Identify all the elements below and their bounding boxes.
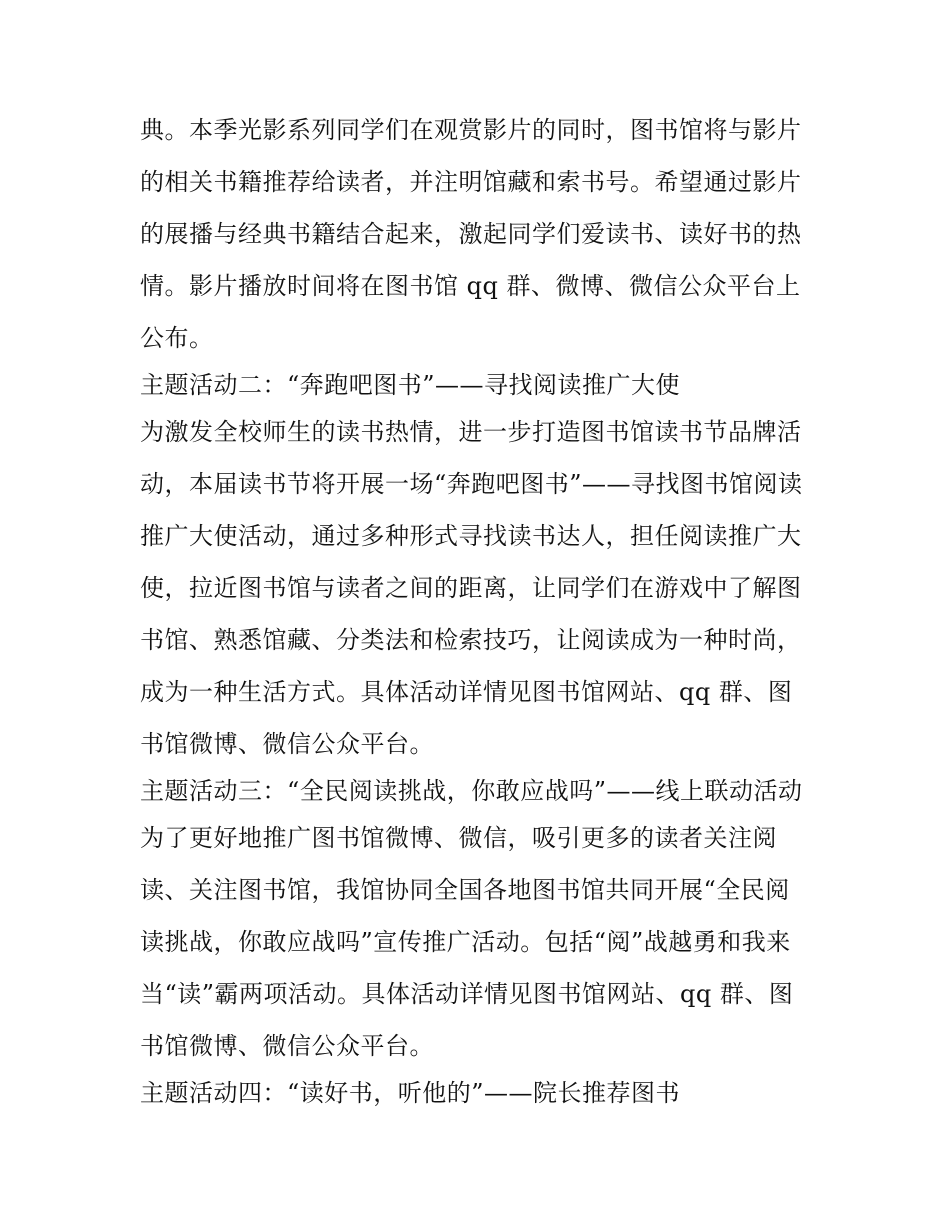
body-text-line: 为了更好地推广图书馆微博、微信，吸引更多的读者关注阅 — [140, 824, 777, 852]
body-text-line: 读挑战，你敢应战吗”宣传推广活动。包括“阅”战越勇和我来 — [140, 928, 791, 956]
body-text-line: 推广大使活动，通过多种形式寻找读书达人，担任阅读推广大 — [140, 522, 802, 550]
body-text-line: 书馆微博、微信公众平台。 — [140, 730, 434, 758]
body-text-line: 为激发全校师生的读书热情，进一步打造图书馆读书节品牌活 — [140, 418, 802, 446]
body-text-line: 的相关书籍推荐给读者，并注明馆藏和索书号。希望通过影片 — [140, 168, 802, 196]
body-text-line: 情。影片播放时间将在图书馆 qq 群、微博、微信公众平台上 — [140, 272, 801, 300]
body-text-line: 书馆、熟悉馆藏、分类法和检索技巧，让阅读成为一种时尚， — [140, 626, 802, 654]
body-text-line: 的展播与经典书籍结合起来，激起同学们爱读书、读好书的热 — [140, 220, 802, 248]
body-text-line: 书馆微博、微信公众平台。 — [140, 1032, 434, 1060]
body-text-line: 公布。 — [140, 324, 214, 352]
body-text-line: 使，拉近图书馆与读者之间的距离，让同学们在游戏中了解图 — [140, 574, 802, 602]
body-text-line: 读、关注图书馆，我馆协同全国各地图书馆共同开展“全民阅 — [140, 876, 790, 904]
section-heading-activity-3: 主题活动三：“全民阅读挑战，你敢应战吗”——线上联动活动 — [140, 777, 803, 805]
body-text-line: 当“读”霸两项活动。具体活动详情见图书馆网站、qq 群、图 — [140, 980, 794, 1008]
document-body — [140, 104, 820, 1114]
section-heading-activity-4: 主题活动四：“读好书，听他的”——院长推荐图书 — [140, 1079, 681, 1107]
body-text-line: 典。本季光影系列同学们在观赏影片的同时，图书馆将与影片 — [140, 116, 802, 144]
body-text-line: 成为一种生活方式。具体活动详情见图书馆网站、qq 群、图 — [140, 678, 793, 706]
section-heading-activity-2: 主题活动二：“奔跑吧图书”——寻找阅读推广大使 — [140, 371, 681, 399]
body-text-line: 动，本届读书节将开展一场“奔跑吧图书”——寻找图书馆阅读 — [140, 470, 803, 498]
